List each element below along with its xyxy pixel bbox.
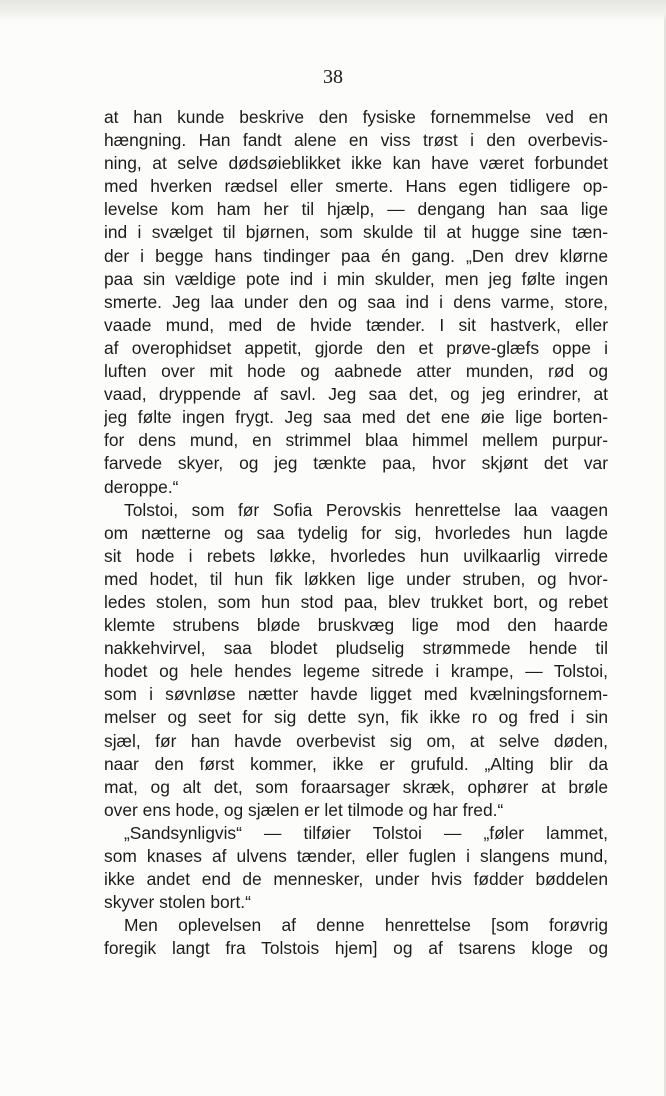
page-number: 38 [323,66,343,88]
text-line: som i søvnløse nætter havde ligget med kvælningsfornem- [104,684,608,705]
text-line: smerte. Jeg laa under den og saa ind i dens varme, store, [104,291,608,312]
text-line: med hodet, til hun fik løkken lige under struben, og hvor- [104,568,608,589]
text-line: ind i svælget til bjørnen, som skulde til at hugge sine tæn- [104,222,608,243]
text-line: vaade mund, med de hvide tænder. I sit hastverk, eller [104,314,608,335]
text-line: luften over mit hode og aabnede atter munden, rød og [104,361,608,382]
text-line: mat, og alt det, som foraarsager skræk, ophører at brøle [104,776,608,797]
text-line: over ens hode, og sjælen er let tilmode og har fred.“ [104,799,504,820]
text-line: foregik langt fra Tolstois hjem] og af tsarens kloge og [104,938,608,959]
text-line: der i begge hans tindinger paa én gang. „Den drev klørne [104,245,608,266]
text-line: levelse kom ham her til hjælp, — dengang han saa lige [104,199,608,220]
text-line: skyver stolen bort.“ [104,892,251,913]
text-line: paa sin vældige pote ind i min skulder, men jeg følte ingen [104,268,608,289]
text-line: naar den først kommer, ikke er grufuld. „Alting blir da [104,753,608,774]
body-text [104,106,608,960]
text-line: for dens mund, en strimmel blaa himmel mellem purpur- [104,430,608,451]
text-line: med hverken rædsel eller smerte. Hans egen tidligere op- [104,176,608,197]
text-line: farvede skyer, og jeg tænkte paa, hvor skjønt det var [104,453,608,474]
text-line: deroppe.“ [104,476,179,497]
text-line: hængning. Han fandt alene en viss trøst i den overbevis- [104,130,608,151]
text-line: Tolstoi, som før Sofia Perovskis henrettelse laa vaagen [124,499,608,520]
text-line: af overophidset appetit, gjorde den et prøve-glæfs oppe i [104,337,608,358]
text-line: om nætterne og saa tydelig for sig, hvorledes hun lagde [104,522,608,543]
text-line: ledes stolen, som hun stod paa, blev trukket bort, og rebet [104,591,608,612]
text-line: jeg følte ingen frygt. Jeg saa med det ene øie lige borten- [104,407,608,428]
text-line: sjæl, før han havde overbevist sig om, at selve døden, [104,730,608,751]
text-line: som knases af ulvens tænder, eller fuglen i slangens mund, [104,846,608,866]
page-top-shadow [0,0,666,22]
text-line: „Sandsynligvis“ — tilføier Tolstoi — „føler lammet, [124,822,608,843]
text-line: vaad, dryppende af savl. Jeg saa det, og jeg erindrer, at [104,384,608,405]
text-line: sit hode i rebets løkke, hvorledes hun uvilkaarlig virrede [104,545,608,566]
text-line: ikke andet end de mennesker, under hvis fødder bøddelen [104,869,608,890]
text-line: hodet og hele hendes legeme sitrede i krampe, — Tolstoi, [104,661,608,682]
text-line: klemte strubens bløde bruskvæg lige mod den haarde [104,615,608,636]
text-line: nakkehvirvel, saa blodet pludselig strømmede hende til [104,638,608,659]
text-line: melser og seet for sig dette syn, fik ikke ro og fred i sin [104,707,608,728]
text-line: at han kunde beskrive den fysiske fornemmelse ved en [104,107,608,127]
text-line: Men oplevelsen af denne henrettelse [som forøvrig [124,915,608,936]
text-line: ning, at selve dødsøieblikket ikke kan have været forbundet [104,153,608,174]
